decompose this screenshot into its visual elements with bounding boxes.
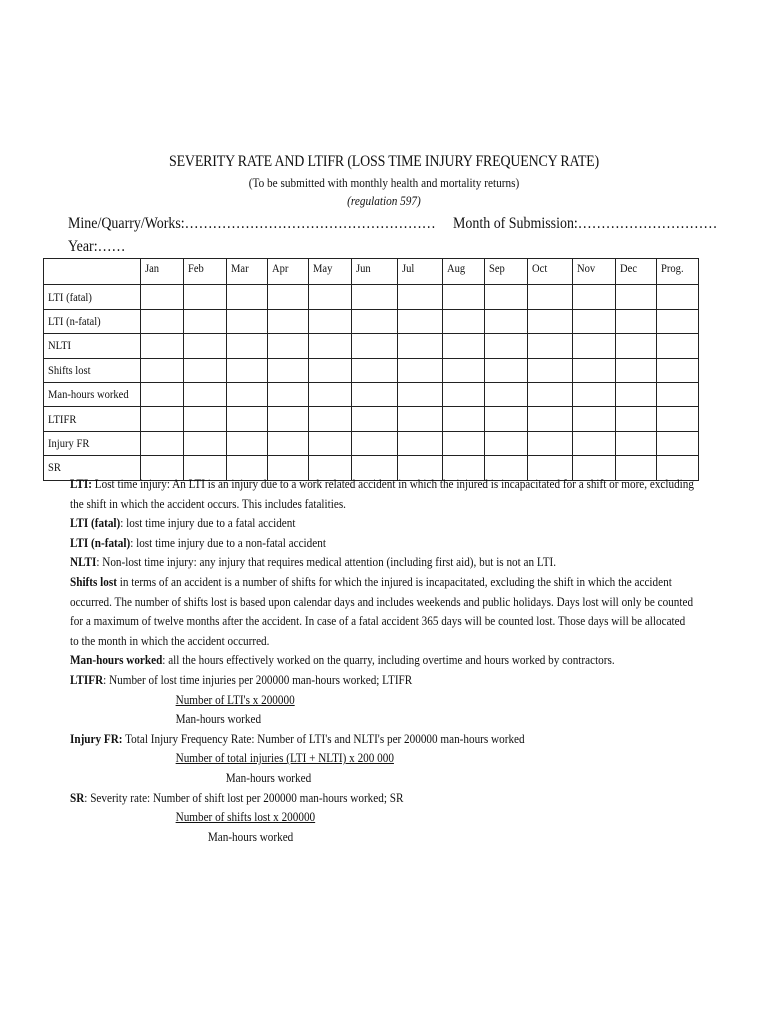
table-cell	[309, 334, 352, 358]
header-corner-cell	[44, 259, 141, 285]
table-cell	[141, 407, 184, 431]
column-header: Nov	[573, 259, 616, 285]
table-cell	[528, 407, 573, 431]
table-cell	[227, 431, 268, 455]
ltifr-formula-numerator: Number of LTI's x 200000	[175, 692, 295, 707]
table-cell	[398, 358, 443, 382]
table-cell	[352, 358, 398, 382]
row-label: Injury FR	[44, 431, 141, 455]
table-cell	[573, 285, 616, 309]
table-cell	[616, 334, 657, 358]
table-cell	[485, 407, 528, 431]
table-cell	[616, 431, 657, 455]
row-label: Shifts lost	[44, 358, 141, 382]
row-label: SR	[44, 456, 141, 480]
table-header-row	[44, 259, 699, 285]
table-cell	[309, 431, 352, 455]
table-cell	[398, 407, 443, 431]
row-label: LTI (n-fatal)	[44, 309, 141, 333]
table-cell	[184, 382, 227, 406]
table-cell	[657, 431, 699, 455]
table-cell	[573, 334, 616, 358]
table-cell	[268, 309, 309, 333]
definition-lti: LTI: Lost time injury: An LTI is an injury due to a work related accident in which the injured is incapacitated for a shift or more, excluding the shift in which the accident occurs. This includes fatalities.	[70, 477, 694, 511]
table-cell	[657, 285, 699, 309]
table-cell	[352, 431, 398, 455]
row-label: NLTI	[44, 334, 141, 358]
table-cell	[443, 407, 485, 431]
table-cell	[528, 285, 573, 309]
table-cell	[573, 431, 616, 455]
table-cell	[309, 407, 352, 431]
table-cell	[443, 334, 485, 358]
definition-lti-nfatal: LTI (n-fatal): lost time injury due to a non-fatal accident	[70, 535, 326, 550]
table-cell	[141, 309, 184, 333]
column-header: Sep	[485, 259, 528, 285]
table-cell	[352, 382, 398, 406]
column-header: Oct	[528, 259, 573, 285]
table-cell	[184, 407, 227, 431]
table-cell	[184, 334, 227, 358]
injury-fr-formula-denominator: Man-hours worked	[225, 770, 312, 785]
table-cell	[657, 309, 699, 333]
page-subtitle: (To be submitted with monthly health and mortality returns)	[248, 176, 520, 190]
table-cell	[141, 431, 184, 455]
table-cell	[398, 285, 443, 309]
table-cell	[485, 382, 528, 406]
table-cell	[227, 382, 268, 406]
table-cell	[141, 358, 184, 382]
injury-fr-formula-numerator: Number of total injuries (LTI + NLTI) x 200 000	[175, 751, 394, 766]
table-cell	[657, 407, 699, 431]
table-cell	[227, 358, 268, 382]
column-header: Feb	[184, 259, 227, 285]
table-cell	[528, 309, 573, 333]
table-cell	[227, 285, 268, 309]
table-cell	[398, 309, 443, 333]
table-row	[44, 358, 699, 382]
regulation-reference: (regulation 597)	[347, 194, 421, 208]
table-row	[44, 309, 699, 333]
table-cell	[485, 358, 528, 382]
table-cell	[443, 358, 485, 382]
definitions-section	[70, 475, 697, 847]
table-cell	[657, 358, 699, 382]
table-cell	[657, 382, 699, 406]
table-cell	[352, 407, 398, 431]
table-cell	[443, 382, 485, 406]
table-row	[44, 382, 699, 406]
injury-statistics-table	[43, 258, 699, 481]
table-cell	[573, 309, 616, 333]
table-cell	[528, 358, 573, 382]
row-label: LTI (fatal)	[44, 285, 141, 309]
table-cell	[616, 407, 657, 431]
table-cell	[485, 285, 528, 309]
table-cell	[268, 285, 309, 309]
table-cell	[184, 309, 227, 333]
table-cell	[573, 358, 616, 382]
table-cell	[268, 407, 309, 431]
table-cell	[352, 334, 398, 358]
definition-injury-fr: Injury FR: Total Injury Frequency Rate: Number of LTI's and NLTI's per 200000 man-hours worked	[70, 731, 525, 746]
table-cell	[227, 407, 268, 431]
table-row	[44, 285, 699, 309]
table-cell	[227, 334, 268, 358]
table-cell	[268, 358, 309, 382]
table-cell	[184, 431, 227, 455]
table-cell	[309, 309, 352, 333]
table-cell	[573, 407, 616, 431]
table-cell	[309, 285, 352, 309]
table-cell	[616, 358, 657, 382]
column-header: Prog.	[657, 259, 699, 285]
table-row	[44, 407, 699, 431]
table-cell	[227, 309, 268, 333]
column-header: Dec	[616, 259, 657, 285]
column-header: May	[309, 259, 352, 285]
table-cell	[485, 309, 528, 333]
definition-man-hours: Man-hours worked: all the hours effectively worked on the quarry, including overtime and hours worked by contractors.	[70, 653, 615, 668]
table-cell	[184, 358, 227, 382]
definition-nlti: NLTI: Non-lost time injury: any injury that requires medical attention (including first aid), but is not an LTI.	[70, 555, 557, 570]
table-cell	[616, 285, 657, 309]
table-cell	[443, 431, 485, 455]
table-cell	[141, 285, 184, 309]
mine-quarry-works-field: Mine/Quarry/Works:………………………………………………	[68, 215, 436, 232]
table-cell	[528, 334, 573, 358]
table-cell	[573, 382, 616, 406]
month-of-submission-field: Month of Submission:…………………………	[453, 215, 718, 232]
table-row	[44, 334, 699, 358]
table-cell	[309, 358, 352, 382]
column-header: Aug	[443, 259, 485, 285]
table-cell	[141, 334, 184, 358]
row-label: Man-hours worked	[44, 382, 141, 406]
table-cell	[443, 285, 485, 309]
table-cell	[352, 309, 398, 333]
table-cell	[485, 334, 528, 358]
table-cell	[184, 285, 227, 309]
table-cell	[398, 382, 443, 406]
row-label: LTIFR	[44, 407, 141, 431]
definition-shifts-lost: Shifts lost in terms of an accident is a number of shifts for which the injured is incapacitated, excluding the shift in which the accident occurred. The number of shifts lost is based upon calendar days and includes weekends and public holidays. Days lost will only be counted for a maximum of twelve months after the accident. In case of a fatal accident 365 days will be counted lost. Those days will be allocated to the month in which the accident occurred.	[70, 574, 694, 648]
table-cell	[268, 334, 309, 358]
table-cell	[268, 382, 309, 406]
table-body	[44, 285, 699, 480]
table-cell	[528, 431, 573, 455]
table-cell	[141, 382, 184, 406]
year-field: Year:……	[68, 238, 126, 255]
table-cell	[616, 309, 657, 333]
page-title: SEVERITY RATE AND LTIFR (LOSS TIME INJURY FREQUENCY RATE)	[169, 153, 599, 170]
table-cell	[268, 431, 309, 455]
table-cell	[398, 334, 443, 358]
sr-formula-numerator: Number of shifts lost x 200000	[175, 810, 316, 825]
table-cell	[528, 382, 573, 406]
table-cell	[443, 309, 485, 333]
column-header: Jan	[141, 259, 184, 285]
table-cell	[616, 382, 657, 406]
column-header: Mar	[227, 259, 268, 285]
table-cell	[485, 431, 528, 455]
ltifr-formula-denominator: Man-hours worked	[175, 712, 262, 727]
table-cell	[398, 431, 443, 455]
sr-formula-denominator: Man-hours worked	[207, 829, 294, 844]
table-row	[44, 431, 699, 455]
column-header: Jul	[398, 259, 443, 285]
table-cell	[352, 285, 398, 309]
definition-sr: SR: Severity rate: Number of shift lost per 200000 man-hours worked; SR	[70, 790, 404, 805]
definition-lti-fatal: LTI (fatal): lost time injury due to a fatal accident	[70, 516, 296, 531]
table-cell	[309, 382, 352, 406]
definition-ltifr: LTIFR: Number of lost time injuries per 200000 man-hours worked; LTIFR	[70, 672, 413, 687]
column-header: Jun	[352, 259, 398, 285]
table-cell	[657, 334, 699, 358]
column-header: Apr	[268, 259, 309, 285]
